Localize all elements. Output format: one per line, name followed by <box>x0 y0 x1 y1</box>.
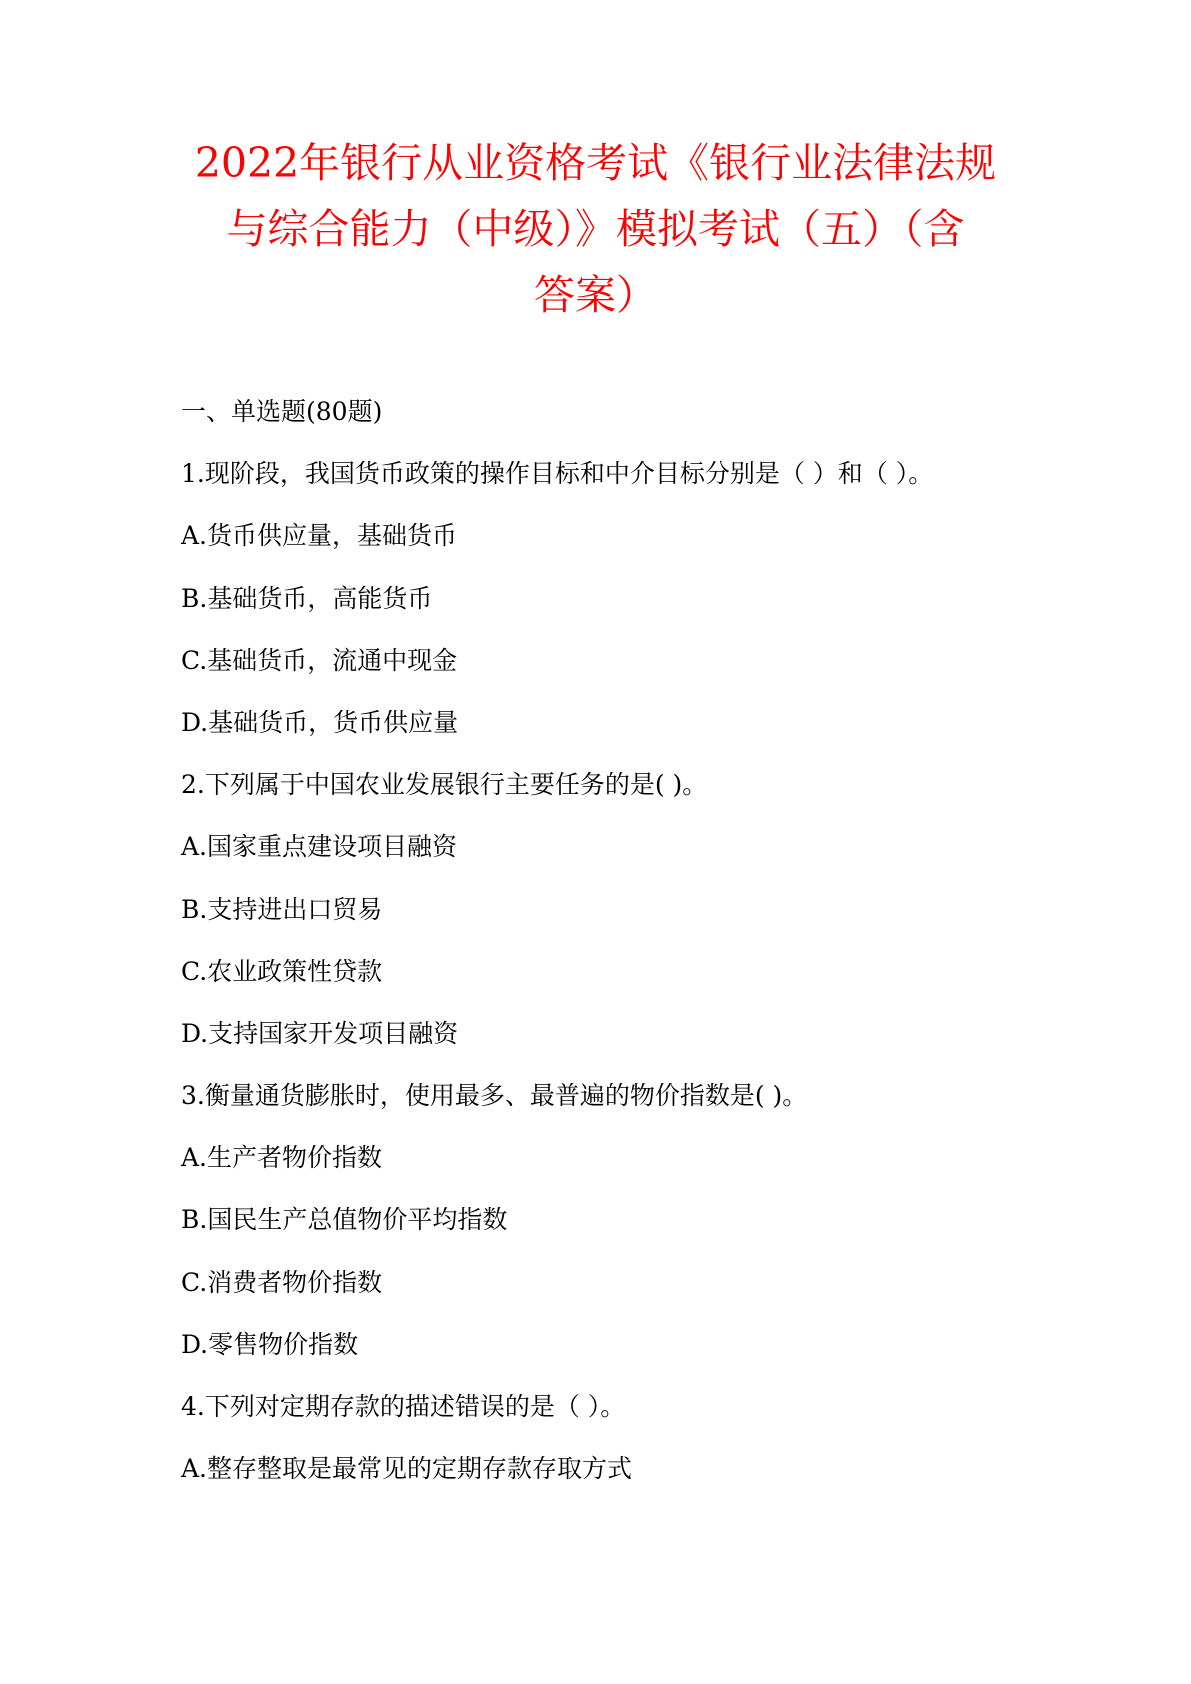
option-a: A.国家重点建设项目融资 <box>181 832 458 862</box>
option-c: C.消费者物价指数 <box>181 1267 383 1297</box>
option-b: B.基础货币，高能货币 <box>181 583 433 613</box>
option-c: C.农业政策性贷款 <box>181 956 383 986</box>
question-2 <box>181 765 1081 1076</box>
option-b: B.国民生产总值物价平均指数 <box>181 1205 508 1235</box>
section-heading: 一、单选题(80题) <box>181 397 383 426</box>
document-body <box>181 392 1081 1511</box>
question-stem: 4.下列对定期存款的描述错误的是（ ）。 <box>181 1392 626 1421</box>
question-stem: 2.下列属于中国农业发展银行主要任务的是( )。 <box>181 770 708 800</box>
question-stem: 3.衡量通货膨胀时，使用最多、最普遍的物价指数是( )。 <box>181 1081 808 1111</box>
option-d: D.基础货币，货币供应量 <box>181 707 459 737</box>
question-4 <box>181 1387 1081 1511</box>
title-line-1: 2022年银行从业资格考试《银行业法律法规 <box>194 139 997 187</box>
option-c: C.基础货币，流通中现金 <box>181 645 458 675</box>
option-d: D.零售物价指数 <box>181 1329 359 1359</box>
question-1 <box>181 454 1081 765</box>
option-a: A.货币供应量，基础货币 <box>181 521 458 551</box>
title-line-3: 答案） <box>534 271 657 319</box>
document-title <box>150 130 1041 328</box>
title-line-2: 与综合能力（中级）》模拟考试（五）（含 <box>226 205 965 253</box>
option-b: B.支持进出口贸易 <box>181 894 383 924</box>
option-d: D.支持国家开发项目融资 <box>181 1018 459 1048</box>
question-stem: 1.现阶段，我国货币政策的操作目标和中介目标分别是（ ）和（ ）。 <box>181 459 934 489</box>
option-a: A.整存整取是最常见的定期存款存取方式 <box>181 1454 633 1484</box>
question-3 <box>181 1076 1081 1387</box>
option-a: A.生产者物价指数 <box>181 1143 383 1173</box>
